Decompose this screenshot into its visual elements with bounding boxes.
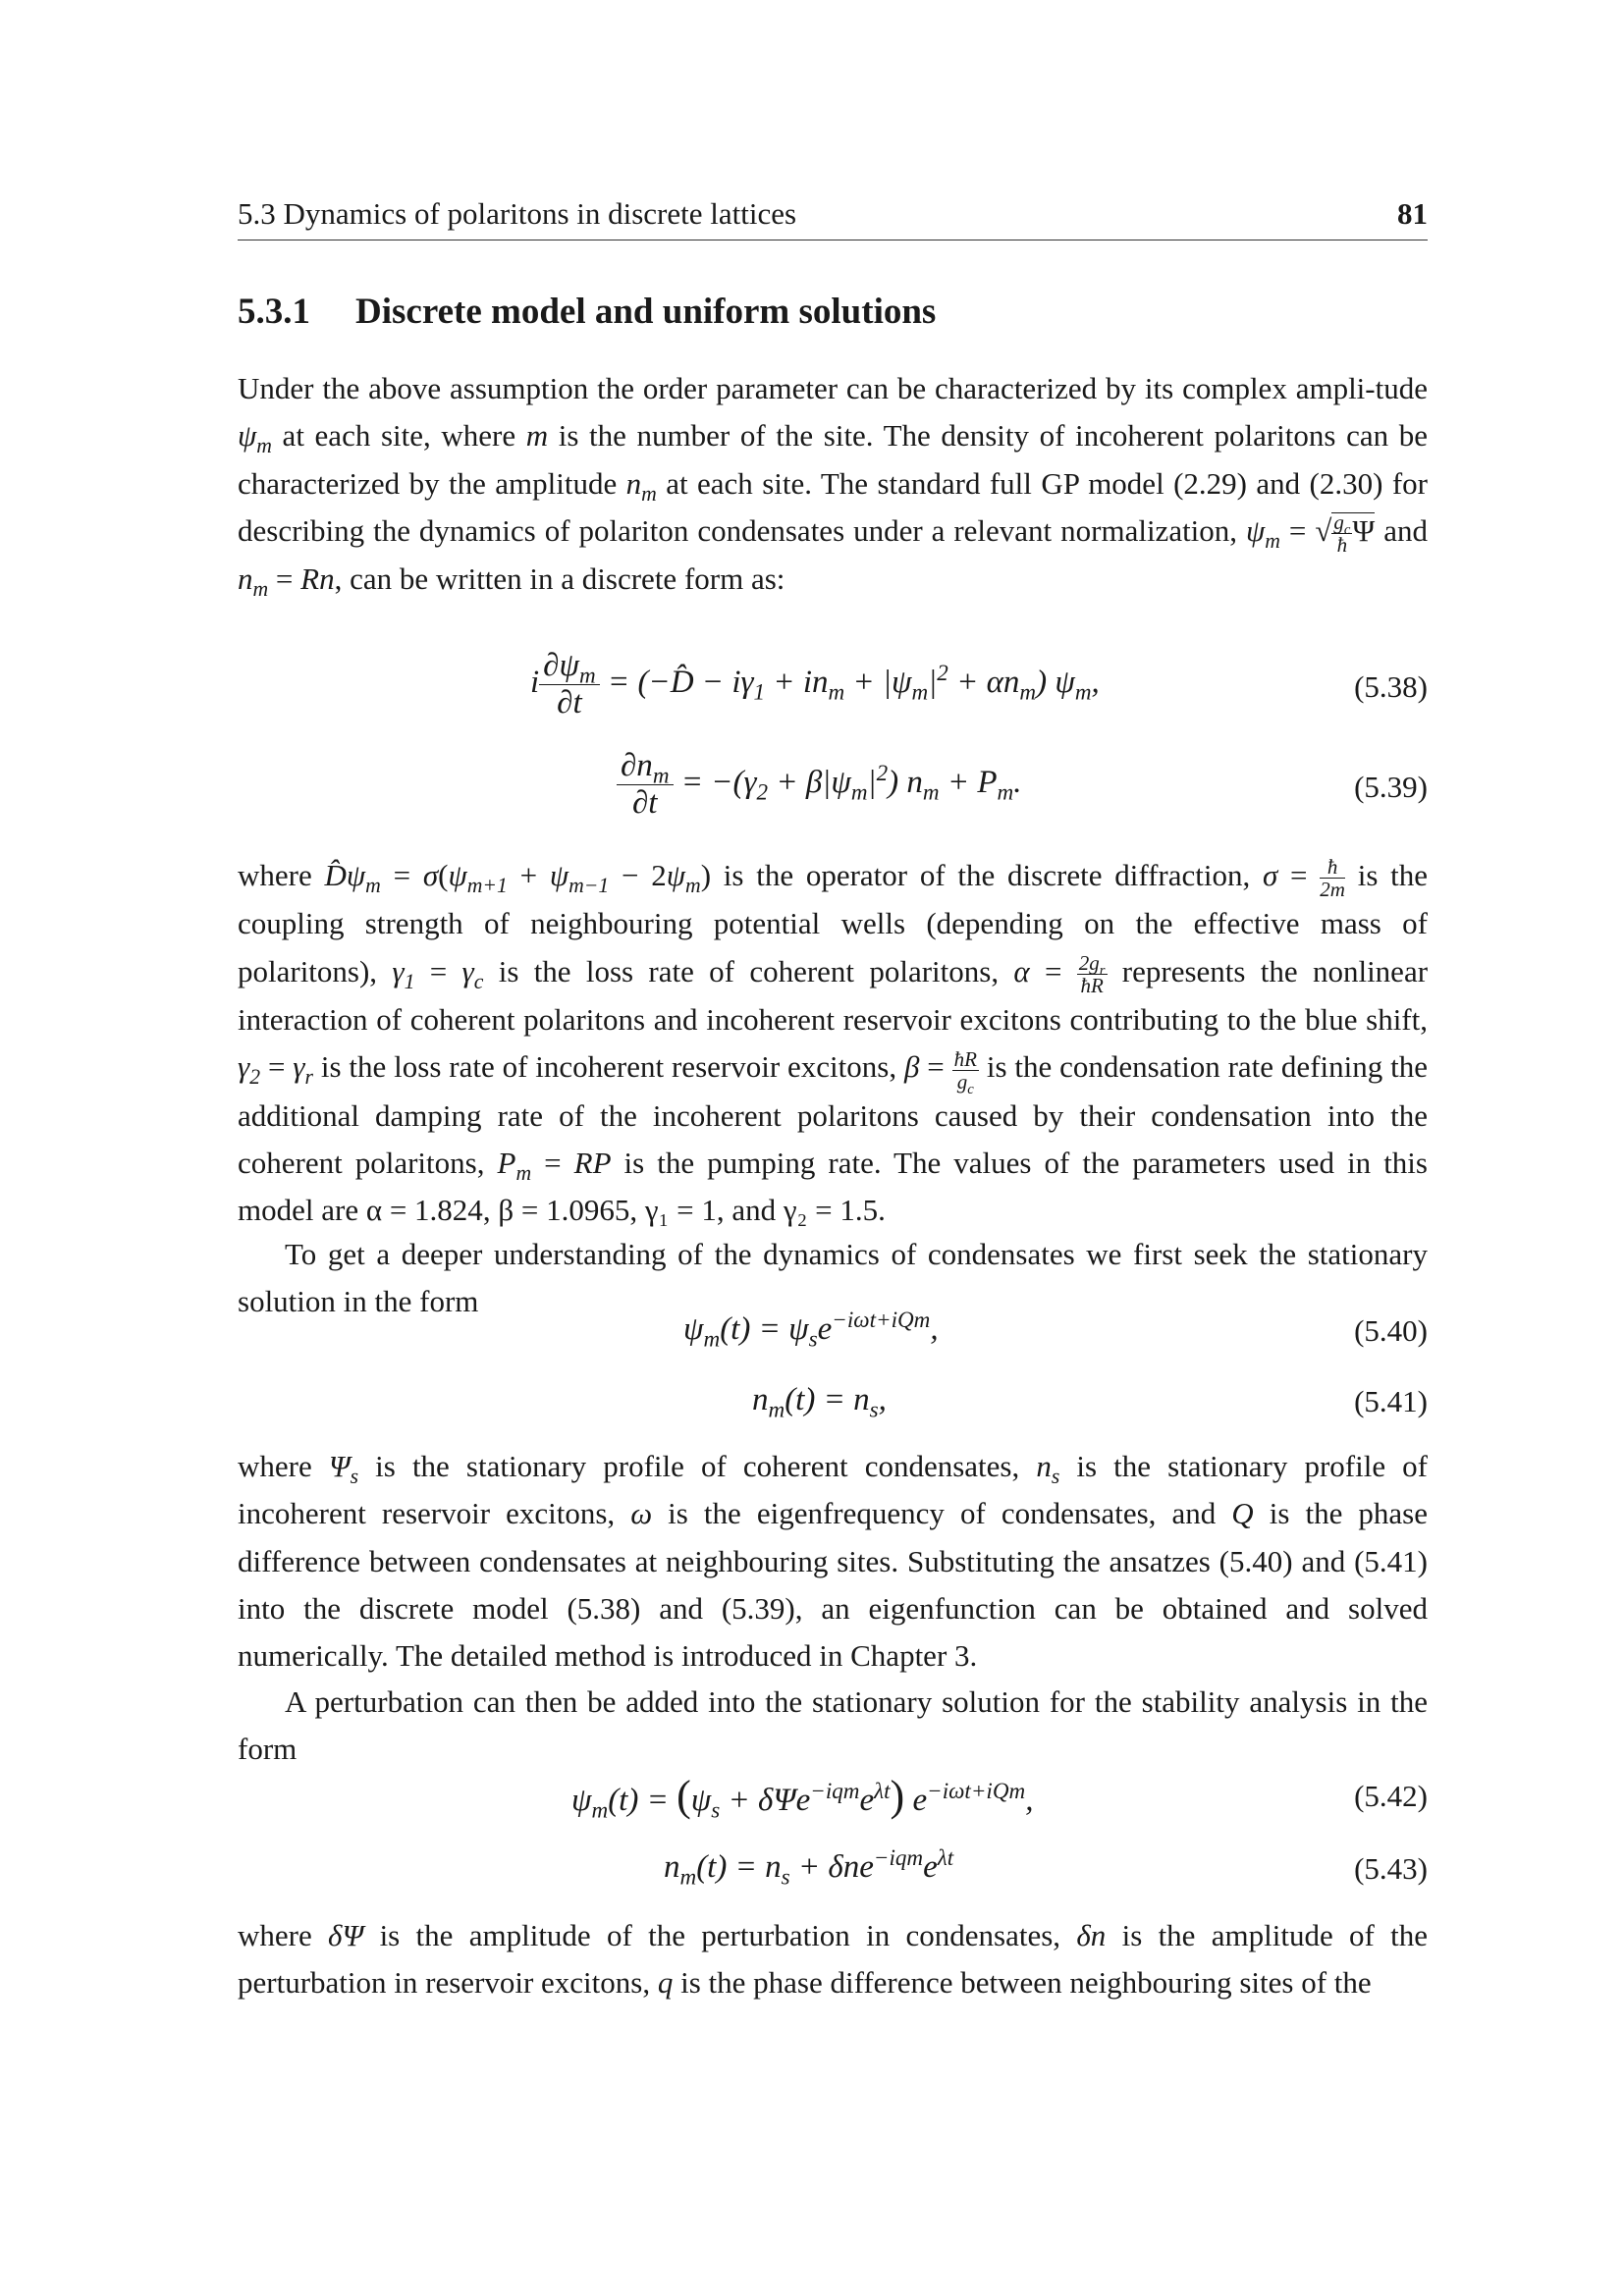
section-heading [238, 291, 936, 333]
param-gamma2: γ₂ = 1.5. [783, 1193, 886, 1228]
section-title: Discrete model and uniform solutions [355, 292, 937, 332]
param-alpha: α = 1.824 [365, 1193, 483, 1228]
text-run: is the loss rate of coherent polaritons, [483, 953, 1014, 988]
text-run: where [238, 858, 325, 892]
paragraph-perturbation-amplitudes: where δΨ is the amplitude of the perturbation in condensates, δn is the amplitude of the perturbation in reservoir excitons, q is the phase difference between neighbouring sites of the [238, 1918, 1429, 2001]
paragraph-perturbation: A perturbation can then be added into the stationary solution for the stability analysis in the form [238, 1684, 1428, 1767]
text-run: is the amplitude of the perturbation in condensates, [363, 1918, 1077, 1952]
param-beta: β = 1.0965 [498, 1193, 630, 1228]
text-run: , can be written in a discrete form as: [334, 561, 785, 597]
page-number: 81 [1397, 196, 1428, 231]
text-run: is the condensation rate defining the additional damping rate of the incoherent polaritons caused by their condensation into the coherent polaritons, [238, 1049, 1428, 1181]
text-run: , and [716, 1193, 784, 1228]
equation-number: (5.38) [1354, 669, 1428, 704]
text-run: is the phase difference between condensates at neighbouring sites. Substituting the ansatzes (5.40) and (5.41) into the discrete model (5.38) and (5.39), an eigenfunction can be obtained and solved numerically. The detailed method is introduced in Chapter 3. [238, 1496, 1428, 1674]
text-run: is the amplitude of the perturbation in reservoir excitons, [238, 1918, 1429, 2001]
text-run: is the stationary profile of coherent condensates, [358, 1449, 1037, 1483]
running-header [238, 196, 1428, 240]
text-run: at each site, where [271, 418, 526, 454]
text-run: is the coupling strength of neighbouring potential wells (depending on the effective mass of polaritons), [238, 858, 1429, 988]
text-run: represents the nonlinear interaction of coherent polaritons and incoherent reservoir excitons contributing to the blue shift, [238, 953, 1429, 1038]
text-run: where [238, 1449, 329, 1483]
text-run: is the number of the site. The density of incoherent polaritons can be characterized by the amplitude [238, 418, 1428, 501]
paragraph-definitions: where $D̂\psi_m = \sigma(\psi_{m+1} + \psi_{m-1} - 2\psi_m)$ is the operator of the discrete diffraction, σ = $\frac{ħ}{2m}$ is the coupling strength of neighbouring potential wells (depending on the effective mass of polaritons), $\gamma_1 = \gamma_c$ is the loss rate of coherent polaritons, α = $\frac{2g_r}{ħR}$ represents the nonlinear interaction of coherent polaritons and incoherent reservoir excitons contributing to the blue shift, $\gamma_2 = \gamma_r$ is the loss rate of incoherent reservoir excitons, β = $\frac{ħR}{g_c}$ is the condensation rate defining the additional damping rate of the incoherent polaritons caused by their condensation into the coherent polaritons, $P_m$ = RP is the pumping rate. The values of the parameters used in this model are α = 1.824, β = 1.0965, γ₁ = 1, and γ₂ = 1.5. [238, 855, 1429, 1228]
equation-number: (5.39) [1354, 770, 1428, 804]
section-number: 5.3.1 [238, 292, 310, 332]
text-run: is the stationary profile of incoherent reservoir excitons, [238, 1449, 1428, 1531]
equation-number: (5.43) [1354, 1851, 1428, 1886]
text-run: is the pumping rate. The values of the parameters used in this model are [238, 1146, 1428, 1228]
text-run: at each site. The standard full GP model (2.29) and (2.30) for describing the dynamics of polariton condensates under a relevant normalization, [238, 465, 1429, 548]
paragraph-stationary: To get a deeper understanding of the dynamics of condensates we first seek the stationary solution in the form [238, 1237, 1428, 1319]
paragraph-stationary-profile: where $\Psi_s$ is the stationary profile of coherent condensates, $n_s$ is the stationary profile of incoherent reservoir excitons, ω is the eigenfrequency of condensates, and Q is the phase difference between condensates at neighbouring sites. Substituting the ansatzes (5.40) and (5.41) into the discrete model (5.38) and (5.39), an eigenfunction can be obtained and solved numerically. The detailed method is introduced in Chapter 3. [238, 1449, 1428, 1674]
text-run: is the loss rate of incoherent reservoir excitons, [312, 1049, 904, 1085]
text-run: where [238, 1918, 329, 1952]
equation-number: (5.41) [1354, 1384, 1428, 1418]
equation-number: (5.40) [1354, 1313, 1428, 1348]
text-run: is the eigenfrequency of condensates, and [652, 1496, 1232, 1531]
text-run: is the phase difference between neighbouring sites of the [673, 1965, 1372, 2001]
text-run: Under the above assumption the order parameter can be characterized by its complex ampli-tude [238, 371, 1428, 405]
param-gamma1: γ₁ = 1 [644, 1193, 717, 1228]
header-section-title: 5.3 Dynamics of polaritons in discrete lattices [238, 196, 797, 231]
equation-number: (5.42) [1354, 1779, 1428, 1813]
paragraph-intro: Under the above assumption the order parameter can be characterized by its complex ampli-tude $\psi_m$ at each site, where m is the number of the site. The density of incoherent polaritons can be characterized by the amplitude $n_m$ at each site. The standard full GP model (2.29) and (2.30) for describing the dynamics of polariton condensates under a relevant normalization, $\psi_m$ = √ $\frac{g_c}{ħ}\Psi$ and $n_m = Rn$, can be written in a discrete form as: [238, 371, 1429, 602]
text-run: is the operator of the discrete diffraction, [711, 858, 1263, 892]
text-run: and [1375, 512, 1428, 548]
